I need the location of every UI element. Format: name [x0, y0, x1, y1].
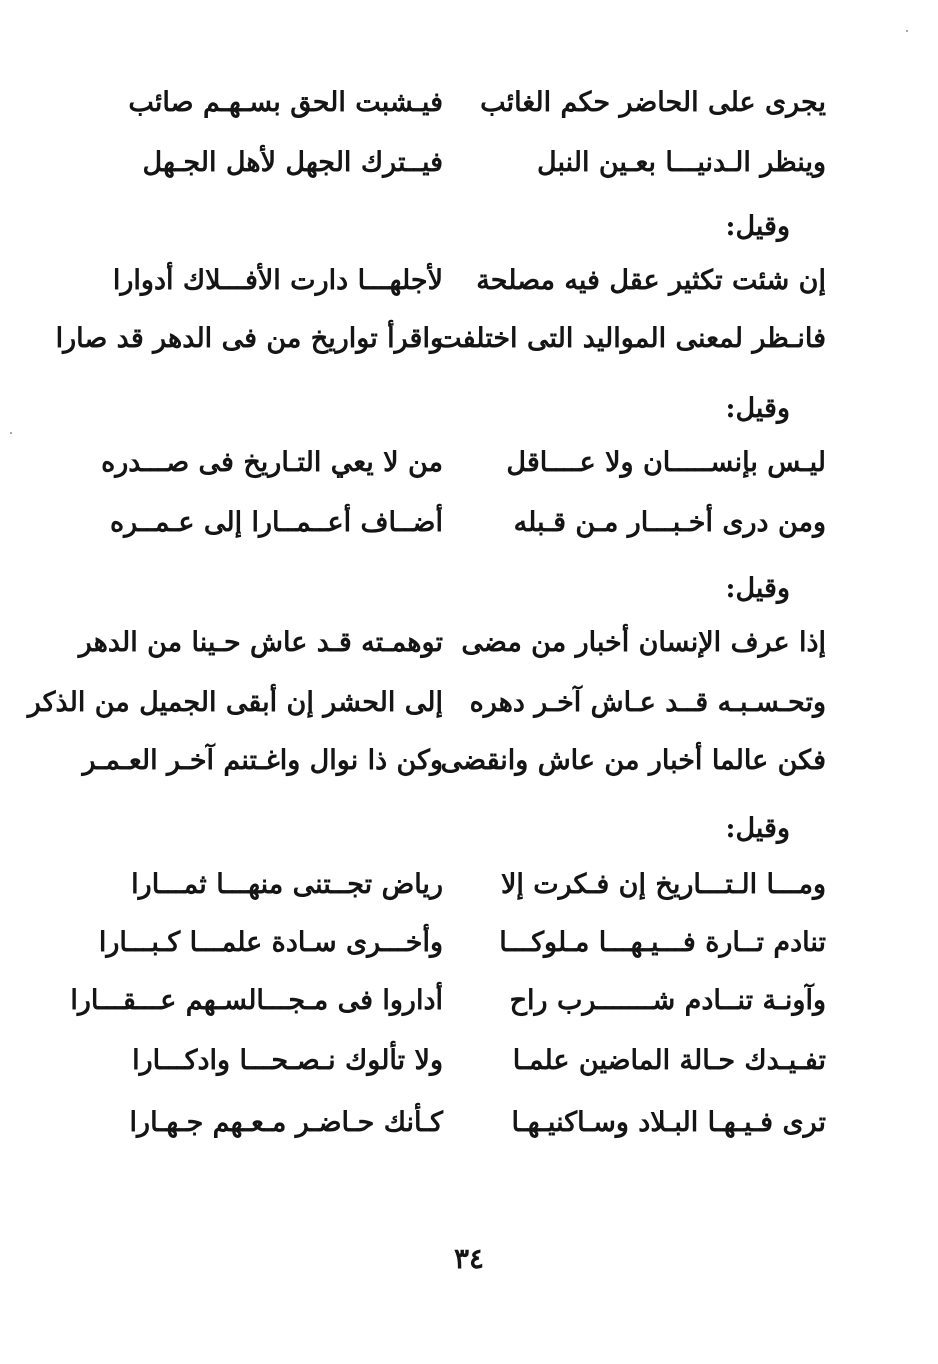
- verse-13-first-hemistich: تفـيـدك حـالة الماضين علمـا: [512, 1045, 826, 1076]
- verse-13-second-hemistich: ولا تألوك نـصـحـــا وادكـــارا: [132, 1045, 443, 1076]
- verse-9-second-hemistich: وكن ذا نوال واغـتنم آخـر العـمـر: [82, 745, 443, 776]
- verse-9-first-hemistich: فكن عالما أخبار من عاش وانقضى: [440, 745, 826, 776]
- verse-6-second-hemistich: أضــاف أعــمــارا إلى عـمــره: [109, 507, 443, 538]
- verse-12-first-hemistich: وآونـة تنــادم شـــــــرب راح: [509, 985, 826, 1016]
- verse-6-first-hemistich: ومن درى أخـبـــار مـن قـبله: [513, 507, 826, 538]
- verse-2-second-hemistich: فيــترك الجهل لأهل الجـهل: [142, 147, 443, 178]
- page-number: ٣٤: [453, 1242, 485, 1275]
- stanza-2-label: وقيل:: [725, 211, 790, 242]
- verse-5-first-hemistich: ليـس بإنســـــان ولا عــــاقل: [506, 447, 826, 478]
- verse-10-second-hemistich: رياض تجــتنى منهـــا ثمـــارا: [131, 869, 443, 900]
- verse-7-first-hemistich: إذا عرف الإنسان أخبار من مضى: [461, 627, 826, 658]
- verse-10-first-hemistich: ومـــا الـتـــاريخ إن فـكرت إلا: [500, 869, 826, 900]
- verse-1-first-hemistich: يجرى على الحاضر حكم الغائب: [480, 87, 826, 118]
- verse-5-second-hemistich: من لا يعي التـاريخ فى صـــدره: [101, 447, 443, 478]
- verse-4-second-hemistich: واقرأ تواريخ من فى الدهر قد صارا: [55, 323, 443, 354]
- scan-speck: [906, 30, 908, 32]
- verse-14-first-hemistich: ترى فـيـهـا البـلاد وسـاكنيـهـا: [511, 1107, 826, 1138]
- verse-14-second-hemistich: كـأنك حـاضـر مـعـهم جـهـارا: [129, 1107, 443, 1138]
- verse-8-first-hemistich: وتحـسـبـه قــد عـاش آخـر دهره: [469, 687, 826, 718]
- stanza-5-label: وقيل:: [725, 813, 790, 844]
- verse-4-first-hemistich: فانـظر لمعنى المواليد التى اختلفت: [436, 323, 826, 354]
- stanza-3-label: وقيل:: [725, 393, 790, 424]
- stanza-4-label: وقيل:: [725, 573, 790, 604]
- verse-11-first-hemistich: تنادم تــارة فـــيـهـــا مـلوكـــا: [499, 927, 826, 958]
- verse-8-second-hemistich: إلى الحشر إن أبقى الجميل من الذكر: [27, 687, 443, 718]
- verse-11-second-hemistich: وأخـــرى سـادة علمـــا كـبـــارا: [98, 927, 443, 958]
- verse-3-first-hemistich: إن شئت تكثير عقل فيه مصلحة: [476, 265, 826, 296]
- scan-speck: [10, 432, 12, 434]
- verse-12-second-hemistich: أداروا فى مـجـــالسـهم عـــقـــارا: [70, 985, 443, 1016]
- verse-3-second-hemistich: لأجلهـــا دارت الأفـــلاك أدوارا: [112, 265, 443, 296]
- verse-2-first-hemistich: وينظر الـدنيـــا بعـين النبل: [537, 147, 826, 178]
- verse-7-second-hemistich: توهمـته قـد عاش حـينا من الدهر: [78, 627, 443, 658]
- verse-1-second-hemistich: فيـشبت الحق بسـهـم صائب: [128, 87, 443, 118]
